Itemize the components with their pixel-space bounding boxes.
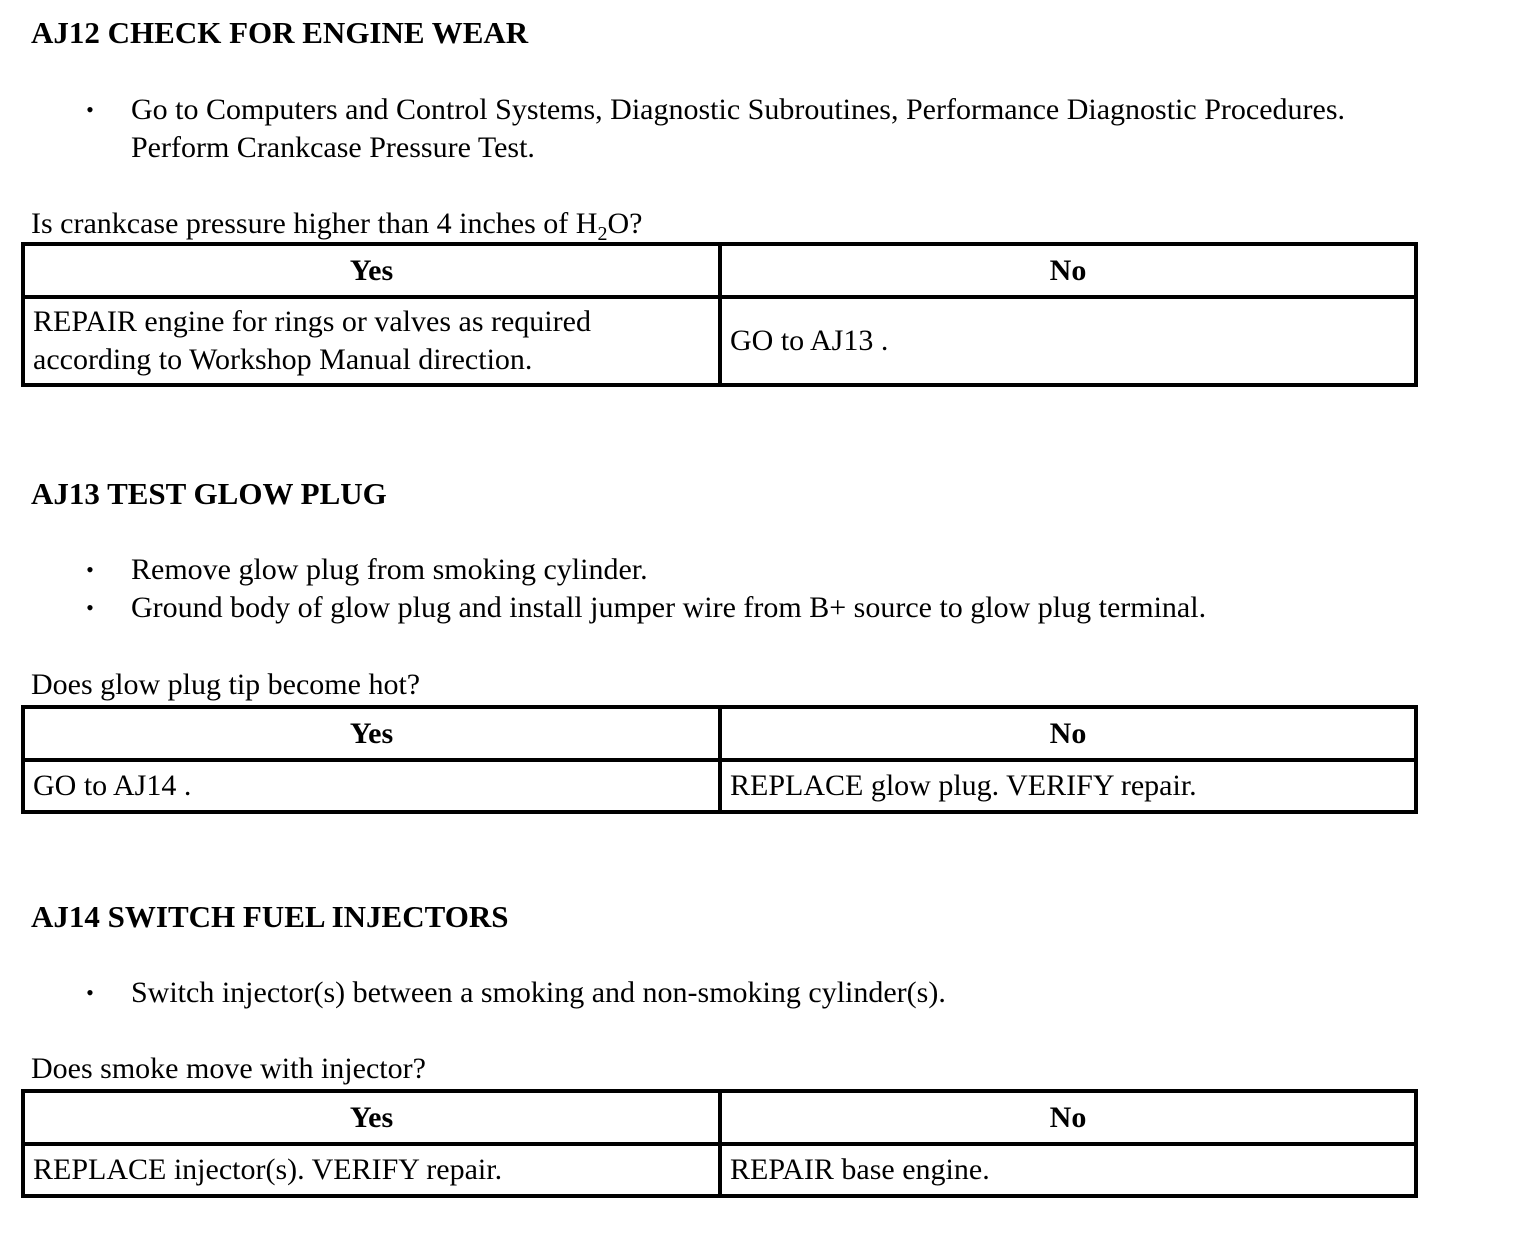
aj12-no-cell: GO to AJ13 . — [720, 297, 1416, 385]
aj14-yes-header: Yes — [23, 1091, 720, 1144]
bullet-icon: • — [86, 980, 94, 1005]
bullet-icon: • — [86, 595, 94, 620]
aj13-step-2-text: Ground body of glow plug and install jumper wire from B+ source to glow plug terminal. — [131, 591, 1207, 624]
bullet-icon: • — [86, 97, 94, 122]
aj12-step-1-continued — [0, 129, 1345, 167]
bullet-icon: • — [86, 557, 94, 582]
aj13-decision-table — [21, 705, 1418, 814]
aj13-bullet-list — [0, 551, 1206, 627]
aj14-bullet-item-1 — [0, 974, 946, 1012]
aj12-question-prefix: Is crankcase pressure higher than 4 inches of H — [31, 207, 598, 240]
aj14-yes-cell: REPLACE injector(s). VERIFY repair. — [23, 1144, 720, 1196]
aj14-no-cell: REPAIR base engine. — [720, 1144, 1416, 1196]
aj13-yes-header: Yes — [23, 707, 720, 760]
aj14-decision-table — [21, 1089, 1418, 1198]
aj12-question — [31, 207, 643, 245]
section-heading-aj13: AJ13 TEST GLOW PLUG — [31, 476, 387, 511]
section-heading-aj14: AJ14 SWITCH FUEL INJECTORS — [31, 899, 509, 934]
aj12-step-1-text: Go to Computers and Control Systems, Diagnostic Subroutines, Performance Diagnostic Procedures. — [131, 93, 1345, 126]
aj14-no-header: No — [720, 1091, 1416, 1144]
aj14-question: Does smoke move with injector? — [31, 1052, 426, 1085]
aj12-bullet-list — [0, 91, 1345, 167]
aj12-question-suffix: O? — [607, 207, 643, 240]
aj12-yes-cell — [23, 297, 720, 385]
aj12-question-subscript: 2 — [597, 223, 608, 245]
aj12-step-1-text-continued: Perform Crankcase Pressure Test. — [131, 131, 535, 164]
aj12-bullet-item — [0, 91, 1345, 129]
aj13-yes-cell: GO to AJ14 . — [23, 760, 720, 812]
aj13-question: Does glow plug tip become hot? — [31, 668, 421, 701]
aj14-bullet-list — [0, 974, 946, 1012]
aj13-no-cell: REPLACE glow plug. VERIFY repair. — [720, 760, 1416, 812]
aj13-bullet-item-1 — [0, 551, 1206, 589]
aj13-bullet-item-2 — [0, 589, 1206, 627]
aj12-yes-text-line1: REPAIR engine for rings or valves as required — [33, 305, 591, 338]
section-heading-aj12: AJ12 CHECK FOR ENGINE WEAR — [31, 15, 529, 50]
aj13-step-1-text: Remove glow plug from smoking cylinder. — [131, 553, 648, 586]
aj13-no-header: No — [720, 707, 1416, 760]
aj12-decision-table — [21, 242, 1418, 387]
aj12-yes-header: Yes — [23, 244, 720, 297]
aj12-no-header: No — [720, 244, 1416, 297]
aj12-yes-text-line2: according to Workshop Manual direction. — [33, 343, 533, 376]
aj14-step-1-text: Switch injector(s) between a smoking and non-smoking cylinder(s). — [131, 976, 946, 1009]
